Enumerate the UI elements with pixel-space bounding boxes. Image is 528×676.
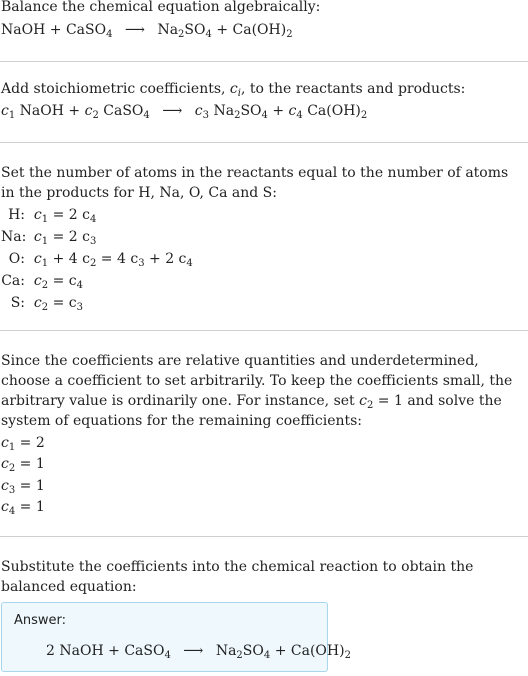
- atom-equation-o: O: $c_1 + 4$ $c_2 = 4$ $c_3 + 2$ $c_4$: [8, 251, 193, 269]
- coefficient-equation: $c_1$ NaOH + $c_2$ CaSO$_4$ ⟶ $c_3$ $Na_2SO_4 + c_4$ $Ca(OH)_2$: [1, 103, 368, 121]
- divider: [0, 536, 528, 537]
- product-na2so4: $Na_2SO_4$: [157, 22, 212, 40]
- divider: [0, 61, 528, 62]
- solution-c2: $c_2 = 1$: [1, 456, 45, 474]
- section3-intro: Set the number of atoms in the reactants equal to the number of atoms in the products for H, Na, O, Ca and S:: [1, 165, 509, 201]
- answer-box: [1, 602, 351, 672]
- plus-sign: +: [49, 22, 62, 38]
- product-caoh2: $Ca(OH)_2$: [232, 22, 293, 40]
- atom-equation-ca: Ca: $c_2 = c_4$: [1, 273, 83, 291]
- solution-c1: $c_1 = 2$: [1, 435, 45, 453]
- atom-equation-na: Na: $c_1 = 2$ $c_3$: [1, 229, 97, 247]
- solution-c4: $c_4 = 1$: [1, 499, 45, 517]
- section2-intro: Add stoichiometric coefficients, $c_i$, to the reactants and products:: [1, 81, 466, 99]
- reactant-naoh: NaOH: [1, 22, 46, 38]
- reaction-arrow: ⟶: [124, 22, 145, 38]
- divider: [0, 142, 528, 143]
- reactant-caso4: CaSO$_4$: [65, 22, 113, 40]
- divider: [0, 330, 528, 331]
- plus-sign: +: [216, 22, 229, 38]
- section5-intro: Substitute the coefficients into the chemical reaction to obtain the balanced equation:: [1, 559, 474, 595]
- atom-equation-s: S: $c_2 = c_3$: [10, 295, 83, 313]
- section4-intro: Since the coefficients are relative quantities and underdetermined, choose a coefficient to set arbitrarily. To keep the coefficients small, the arbitrary value is ordinarily one. For instance, set $c_2 = 1$ and solve the system of equations for the remaining coefficients:: [1, 353, 513, 429]
- atom-equation-h: H: $c_1 = 2$ $c_4$: [8, 207, 97, 225]
- answer-label: Answer:: [14, 613, 67, 628]
- unbalanced-equation: [1, 20, 293, 40]
- section1-intro: Balance the chemical equation algebraically:: [1, 0, 321, 15]
- solution-c3: $c_3 = 1$: [1, 478, 45, 496]
- balanced-equation: 2 NaOH + CaSO$_4$ ⟶ $Na_2SO_4 + Ca(OH)_2$: [46, 643, 351, 661]
